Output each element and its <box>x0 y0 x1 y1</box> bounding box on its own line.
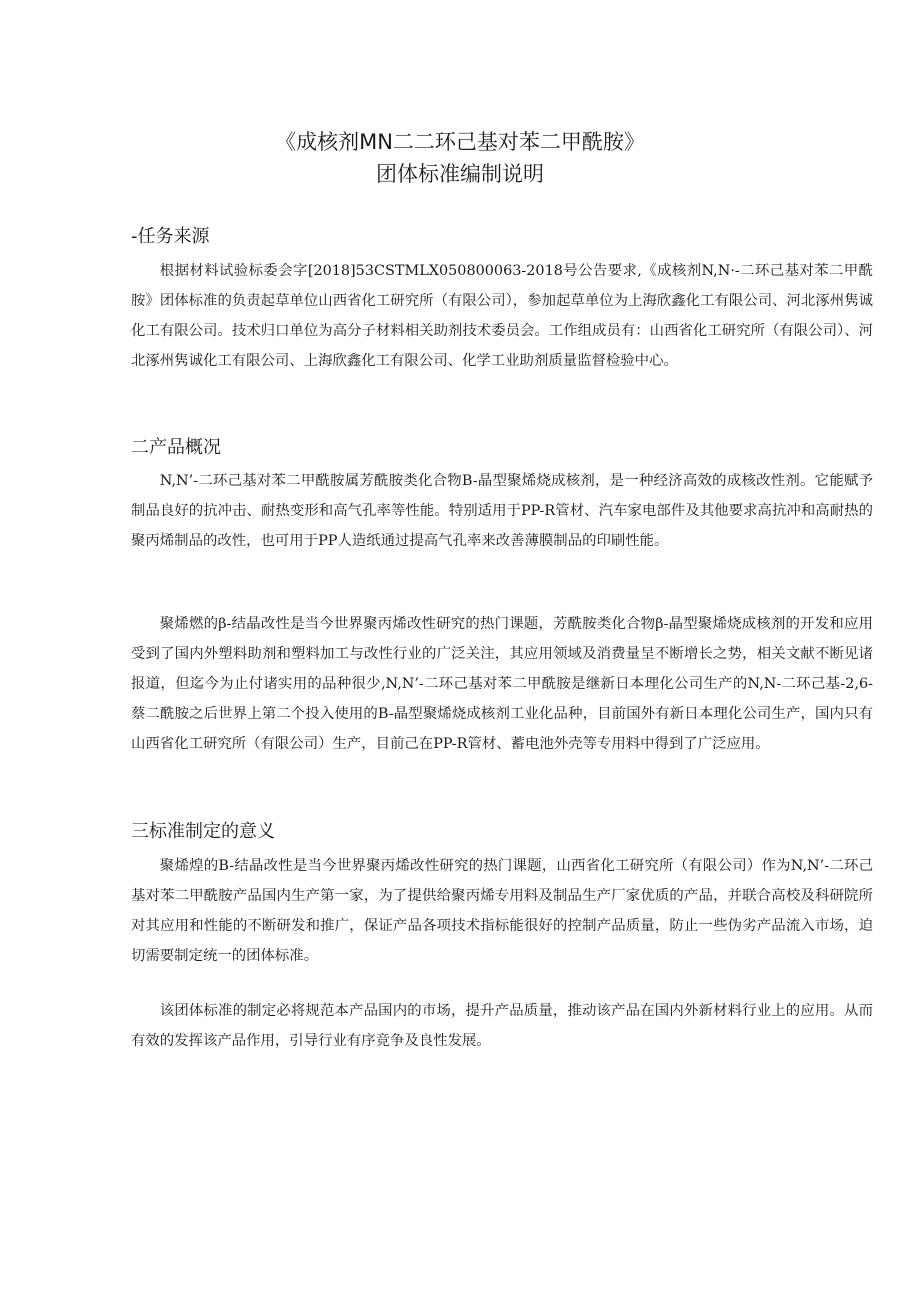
paragraph-significance-1: 聚烯煌的B-结晶改性是当今世界聚丙烯改性研究的热门课题，山西省化工研究所（有限公司）作为N,N’-二环己基对苯二甲酰胺产品国内生产第一家，为了提供给聚丙烯专用料及制品生产厂家优质的产品，并联合高校及科研院所对其应用和性能的不断研发和推广，保证产品各项技术指标能很好的控制产品质量，防止一些伪劣产品流入市场，迫切需要制定统一的团体标准。 <box>131 858 873 964</box>
paragraph-significance-2: 该团体标准的制定必将规范本产品国内的市场，提升产品质量，推动该产品在国内外新材料行业上的应用。从而有效的发挥该产品作用，引导行业有序竞争及良性发展。 <box>131 1003 873 1049</box>
paragraph-product-overview-2: 聚烯燃的β-结晶改性是当今世界聚丙烯改性研究的热门课题，芳酰胺类化合物β-晶型聚烯烧成核剂的开发和应用受到了国内外塑料助剂和塑料加工与改性行业的广泛关注，其应用领域及消费量呈不断增长之势，相关文献不断见诸报道，但迄今为止付诸实用的品种很少,N,N’-二环己基对苯二甲酰胺是继新日本理化公司生产的N,N-二环己基-2,6-蔡二酰胺之后世界上第二个投入使用的B-晶型聚烯烧成核剂工业化品种，目前国外有新日本理化公司生产，国内只有山西省化工研究所（有限公司）生产，目前己在PP-R管材、蓄电池外壳等专用料中得到了广泛应用。 <box>131 616 873 752</box>
section-heading-task-source: -任务来源 <box>131 226 210 247</box>
paragraph-product-overview-1: N,N’-二环己基对苯二甲酰胺属芳酰胺类化合物B-晶型聚烯烧成核剂，是一种经济高效的成核改性剂。它能赋予制品良好的抗冲击、耐热变形和高气孔率等性能。特别适用于PP-R管材、汽车家电部件及其他要求高抗冲和高耐热的聚丙烯制品的改性，也可用于PP人造纸通过提高气孔率来改善薄膜制品的印刷性能。 <box>131 473 873 549</box>
paragraph-task-source: 根据材料试验标委会字[2018]53CSTMLX050800063-2018号公告要求,《成核剂N,N·-二环己基对苯二甲酰胺》团体标准的负责起草单位山西省化工研究所（有限公司），参加起草单位为上海欣鑫化工有限公司、河北涿州隽诚化工有限公司。技术归口单位为高分子材料相关助剂技术委员会。工作组成员有：山西省化工研究所（有限公司）、河北涿州隽诚化工有限公司、上海欣鑫化工有限公司、化学工业助剂质量监督检验中心。 <box>131 263 873 369</box>
document-subtitle: 团体标准编制说明 <box>376 162 544 186</box>
document-title: 《成核剂MN二二环己基对苯二甲酰胺》 <box>275 130 645 154</box>
section-heading-product-overview: 二产品概况 <box>131 437 221 458</box>
section-heading-significance: 三标准制定的意义 <box>131 821 275 842</box>
